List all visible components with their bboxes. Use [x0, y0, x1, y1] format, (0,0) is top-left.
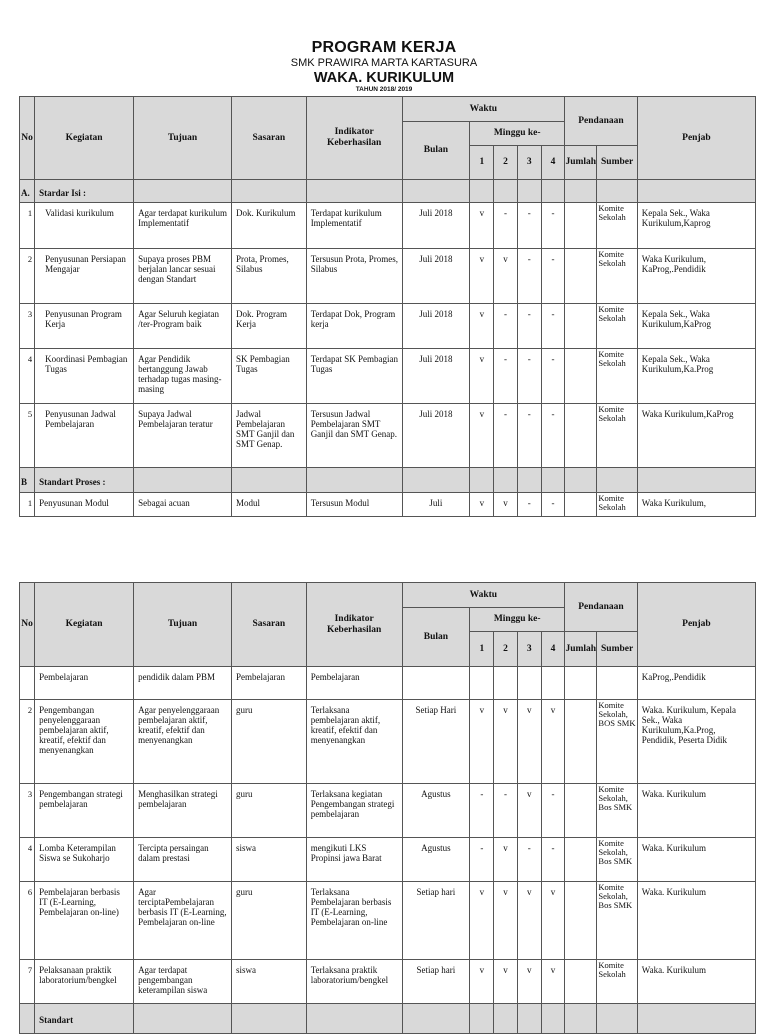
col-penjab-header: Penjab — [637, 583, 755, 667]
program-table-1 — [19, 96, 756, 517]
cell-bulan: Agustus — [402, 784, 470, 838]
col-indikator-header: Indikator Keberhasilan — [306, 97, 402, 180]
cell-no: 1 — [20, 203, 35, 249]
col-no-header: No — [20, 583, 35, 667]
col-jumlah-header: Jumlah — [565, 632, 597, 667]
table-row — [20, 784, 756, 838]
cell-week1: v — [470, 304, 494, 349]
col-kegiatan-header: Kegiatan — [35, 97, 134, 180]
cell-bulan: Juli 2018 — [402, 249, 470, 304]
cell-sasaran: guru — [231, 882, 306, 960]
cell-jumlah — [565, 667, 597, 700]
cell-penjab: Waka. Kurikulum — [637, 784, 755, 838]
section-label: Standart — [35, 1004, 134, 1034]
cell-bulan: Juli 2018 — [402, 203, 470, 249]
cell-indikator: Tersusun Jadwal Pembelajaran SMT Ganjil dan SMT Genap. — [306, 404, 402, 468]
table-row — [20, 304, 756, 349]
cell-kegiatan: Pengembangan strategi pembelajaran — [35, 784, 134, 838]
col-pendanaan-header: Pendanaan — [565, 583, 638, 632]
cell-bulan: Juli 2018 — [402, 349, 470, 404]
cell-week4: - — [541, 784, 564, 838]
cell-sumber: Komite Sekolah, Bos SMK — [597, 838, 637, 882]
cell-week4 — [541, 667, 564, 700]
col-week2-header: 2 — [494, 146, 517, 180]
cell-week2: v — [494, 700, 517, 784]
section-row — [20, 1004, 756, 1034]
cell-sumber: Komite Sekolah — [597, 960, 637, 1004]
table-row — [20, 960, 756, 1004]
cell-penjab: Waka Kurikulum, KaProg,.Pendidik — [637, 249, 755, 304]
cell-tujuan: Menghasilkan strategi pembelajaran — [134, 784, 232, 838]
cell-kegiatan: Koordinasi Pembagian Tugas — [35, 349, 134, 404]
cell-week1: v — [470, 249, 494, 304]
cell-week1: v — [470, 349, 494, 404]
school-name: SMK PRAWIRA MARTA KARTASURA — [290, 57, 478, 69]
cell-kegiatan: Penyusunan Jadwal Pembelajaran — [35, 404, 134, 468]
cell-indikator: Terdapat SK Pembagian Tugas — [306, 349, 402, 404]
cell-penjab: Kepala Sek., Waka Kurikulum,KaProg — [637, 304, 755, 349]
cell-week1: v — [470, 960, 494, 1004]
col-bulan-header: Bulan — [402, 122, 470, 180]
section-letter: B — [20, 468, 35, 493]
cell-tujuan: Agar terdapat kurikulum Implementatif — [134, 203, 232, 249]
cell-week4: v — [541, 882, 564, 960]
cell-no: 3 — [20, 304, 35, 349]
col-tujuan-header: Tujuan — [134, 583, 232, 667]
cell-week1: - — [470, 784, 494, 838]
table-row — [20, 493, 756, 517]
cell-week3: v — [517, 700, 541, 784]
section-label: Stardar Isi : — [35, 180, 134, 203]
col-week3-header: 3 — [517, 146, 541, 180]
cell-sumber: Komite Sekolah — [597, 493, 637, 517]
cell-kegiatan: Pembelajaran — [35, 667, 134, 700]
cell-week2: - — [494, 784, 517, 838]
col-minggu-header: Minggu ke- — [470, 122, 565, 146]
cell-jumlah — [565, 203, 597, 249]
cell-jumlah — [565, 960, 597, 1004]
cell-week4: - — [541, 203, 564, 249]
cell-sumber: Komite Sekolah — [597, 304, 637, 349]
cell-penjab: Waka. Kurikulum, Kepala Sek., Waka Kurikulum,Ka.Prog, Pendidik, Peserta Didik — [637, 700, 755, 784]
col-bulan-header: Bulan — [402, 608, 470, 667]
cell-week3: v — [517, 882, 541, 960]
cell-week2: v — [494, 882, 517, 960]
cell-kegiatan: Pengembangan penyelenggaraan pembelajaran aktif, kreatif, efektif dan menyenangkan — [35, 700, 134, 784]
col-indikator-header: Indikator Keberhasilan — [306, 583, 402, 667]
cell-week3: - — [517, 249, 541, 304]
cell-week4: - — [541, 249, 564, 304]
col-waktu-header: Waktu — [402, 583, 565, 608]
cell-jumlah — [565, 700, 597, 784]
cell-week2: - — [494, 404, 517, 468]
col-week2-header: 2 — [494, 632, 517, 667]
cell-week1: v — [470, 700, 494, 784]
cell-week2: v — [494, 249, 517, 304]
col-week1-header: 1 — [470, 146, 494, 180]
cell-indikator: Terlaksana praktik laboratorium/bengkel — [306, 960, 402, 1004]
section-row — [20, 180, 756, 203]
cell-bulan: Agustus — [402, 838, 470, 882]
cell-week3: - — [517, 493, 541, 517]
cell-week2: - — [494, 203, 517, 249]
cell-tujuan: Sebagai acuan — [134, 493, 232, 517]
col-week1-header: 1 — [470, 632, 494, 667]
cell-sumber: Komite Sekolah, Bos SMK — [597, 882, 637, 960]
cell-kegiatan: Penyusunan Program Kerja — [35, 304, 134, 349]
cell-kegiatan: Penyusunan Modul — [35, 493, 134, 517]
cell-week1: v — [470, 203, 494, 249]
cell-week4: v — [541, 700, 564, 784]
cell-week3: - — [517, 404, 541, 468]
cell-week2: - — [494, 304, 517, 349]
cell-kegiatan: Validasi kurikulum — [35, 203, 134, 249]
cell-penjab: Waka Kurikulum, — [637, 493, 755, 517]
section-label: Standart Proses : — [35, 468, 134, 493]
table-row — [20, 882, 756, 960]
cell-sasaran: Prota, Promes, Silabus — [231, 249, 306, 304]
cell-week4: v — [541, 960, 564, 1004]
cell-no — [20, 667, 35, 700]
cell-sasaran: Jadwal Pembelajaran SMT Ganjil dan SMT Genap. — [231, 404, 306, 468]
cell-no: 1 — [20, 493, 35, 517]
cell-penjab: Kepala Sek., Waka Kurikulum,Ka.Prog — [637, 349, 755, 404]
section-letter: A. — [20, 180, 35, 203]
table-row — [20, 404, 756, 468]
cell-tujuan: Agar Pendidik bertanggung Jawab terhadap tugas masing-masing — [134, 349, 232, 404]
cell-tujuan: Supaya proses PBM berjalan lancar sesuai dengan Standart — [134, 249, 232, 304]
table-row — [20, 667, 756, 700]
cell-penjab: Waka Kurikulum,KaProg — [637, 404, 755, 468]
cell-week3: - — [517, 838, 541, 882]
col-sasaran-header: Sasaran — [231, 583, 306, 667]
cell-week4: - — [541, 493, 564, 517]
cell-indikator: Terdapat kurikulum Implementatif — [306, 203, 402, 249]
cell-week2: v — [494, 493, 517, 517]
cell-sasaran: Dok. Program Kerja — [231, 304, 306, 349]
cell-week1: v — [470, 882, 494, 960]
cell-tujuan: Tercipta persaingan dalam prestasi — [134, 838, 232, 882]
col-penjab-header: Penjab — [637, 97, 755, 180]
col-tujuan-header: Tujuan — [134, 97, 232, 180]
cell-bulan: Setiap hari — [402, 960, 470, 1004]
cell-sumber: Komite Sekolah — [597, 203, 637, 249]
cell-jumlah — [565, 882, 597, 960]
cell-week2: - — [494, 349, 517, 404]
cell-week1 — [470, 667, 494, 700]
col-jumlah-header: Jumlah — [565, 146, 597, 180]
cell-no: 2 — [20, 249, 35, 304]
cell-week3: - — [517, 304, 541, 349]
cell-sasaran: guru — [231, 784, 306, 838]
unit-name: WAKA. KURIKULUM — [313, 70, 455, 86]
cell-week3: - — [517, 349, 541, 404]
cell-penjab: KaProg,.Pendidik — [637, 667, 755, 700]
cell-kegiatan: Pembelajaran berbasis IT (E-Learning, Pembelajaran on-line) — [35, 882, 134, 960]
cell-bulan: Setiap hari — [402, 882, 470, 960]
cell-penjab: Waka. Kurikulum — [637, 882, 755, 960]
cell-indikator: Tersusun Modul — [306, 493, 402, 517]
cell-indikator: Terlaksana kegiatan Pengembangan strategi pembelajaran — [306, 784, 402, 838]
cell-week3: - — [517, 203, 541, 249]
cell-jumlah — [565, 493, 597, 517]
school-year: TAHUN 2018/ 2019 — [355, 86, 413, 93]
cell-sumber: Komite Sekolah, BOS SMK — [597, 700, 637, 784]
cell-tujuan: pendidik dalam PBM — [134, 667, 232, 700]
cell-jumlah — [565, 304, 597, 349]
cell-sumber: Komite Sekolah — [597, 349, 637, 404]
document-title: PROGRAM KERJA — [311, 39, 457, 56]
cell-week3: v — [517, 960, 541, 1004]
cell-penjab: Waka. Kurikulum — [637, 960, 755, 1004]
cell-sasaran: siswa — [231, 960, 306, 1004]
cell-week1: v — [470, 404, 494, 468]
col-sumber-header: Sumber — [597, 146, 637, 180]
col-waktu-header: Waktu — [402, 97, 565, 122]
cell-bulan: Juli 2018 — [402, 304, 470, 349]
cell-week1: v — [470, 493, 494, 517]
cell-sumber: Komite Sekolah, Bos SMK — [597, 784, 637, 838]
cell-week2: v — [494, 960, 517, 1004]
cell-no: 4 — [20, 838, 35, 882]
cell-no: 7 — [20, 960, 35, 1004]
section-letter — [20, 1004, 35, 1034]
cell-indikator: Tersusun Prota, Promes, Silabus — [306, 249, 402, 304]
cell-no: 6 — [20, 882, 35, 960]
cell-kegiatan: Lomba Keterampilan Siswa se Sukoharjo — [35, 838, 134, 882]
col-week3-header: 3 — [517, 632, 541, 667]
col-pendanaan-header: Pendanaan — [565, 97, 638, 146]
cell-week4: - — [541, 304, 564, 349]
cell-tujuan: Agar Seluruh kegiatan /ter-Program baik — [134, 304, 232, 349]
col-kegiatan-header: Kegiatan — [35, 583, 134, 667]
cell-no: 5 — [20, 404, 35, 468]
cell-week4: - — [541, 838, 564, 882]
cell-no: 3 — [20, 784, 35, 838]
cell-indikator: Pembelajaran — [306, 667, 402, 700]
cell-no: 4 — [20, 349, 35, 404]
cell-tujuan: Agar terciptaPembelajaran berbasis IT (E-Learning, Pembelajaran on-line — [134, 882, 232, 960]
cell-sumber: Komite Sekolah — [597, 404, 637, 468]
cell-kegiatan: Penyusunan Persiapan Mengajar — [35, 249, 134, 304]
table-row — [20, 203, 756, 249]
cell-tujuan: Supaya Jadwal Pembelajaran teratur — [134, 404, 232, 468]
cell-week1: - — [470, 838, 494, 882]
cell-bulan — [402, 667, 470, 700]
col-sumber-header: Sumber — [597, 632, 637, 667]
table-row — [20, 700, 756, 784]
cell-week4: - — [541, 349, 564, 404]
cell-jumlah — [565, 784, 597, 838]
cell-jumlah — [565, 838, 597, 882]
cell-penjab: Kepala Sek., Waka Kurikulum,Kaprog — [637, 203, 755, 249]
table-row — [20, 838, 756, 882]
col-week4-header: 4 — [541, 146, 564, 180]
cell-indikator: Terlaksana pembelajaran aktif, kreatif, efektif dan menyenangkan — [306, 700, 402, 784]
table-row — [20, 349, 756, 404]
cell-indikator: Terdapat Dok, Program kerja — [306, 304, 402, 349]
cell-sumber — [597, 667, 637, 700]
col-minggu-header: Minggu ke- — [470, 608, 565, 632]
cell-week3: v — [517, 784, 541, 838]
cell-sasaran: Modul — [231, 493, 306, 517]
section-row — [20, 468, 756, 493]
cell-jumlah — [565, 349, 597, 404]
cell-bulan: Setiap Hari — [402, 700, 470, 784]
cell-tujuan: Agar terdapat pengembangan keterampilan siswa — [134, 960, 232, 1004]
col-sasaran-header: Sasaran — [231, 97, 306, 180]
cell-indikator: mengikuti LKS Propinsi jawa Barat — [306, 838, 402, 882]
cell-jumlah — [565, 249, 597, 304]
cell-week2 — [494, 667, 517, 700]
cell-week2: v — [494, 838, 517, 882]
cell-indikator: Terlaksana Pembelajaran berbasis IT (E-Learning, Pembelajaran on-line — [306, 882, 402, 960]
table-row — [20, 249, 756, 304]
cell-kegiatan: Pelaksanaan praktik laboratorium/bengkel — [35, 960, 134, 1004]
cell-week3 — [517, 667, 541, 700]
col-no-header: No — [20, 97, 35, 180]
cell-bulan: Juli — [402, 493, 470, 517]
cell-sasaran: SK Pembagian Tugas — [231, 349, 306, 404]
cell-sasaran: Dok. Kurikulum — [231, 203, 306, 249]
program-table-2 — [19, 582, 756, 1034]
cell-bulan: Juli 2018 — [402, 404, 470, 468]
cell-sasaran: siswa — [231, 838, 306, 882]
col-week4-header: 4 — [541, 632, 564, 667]
cell-sasaran: guru — [231, 700, 306, 784]
cell-penjab: Waka. Kurikulum — [637, 838, 755, 882]
cell-sasaran: Pembelajaran — [231, 667, 306, 700]
cell-sumber: Komite Sekolah — [597, 249, 637, 304]
cell-tujuan: Agar penyelenggaraan pembelajaran aktif, kreatif, efektif dan menyenangkan — [134, 700, 232, 784]
cell-no: 2 — [20, 700, 35, 784]
cell-jumlah — [565, 404, 597, 468]
cell-week4: - — [541, 404, 564, 468]
